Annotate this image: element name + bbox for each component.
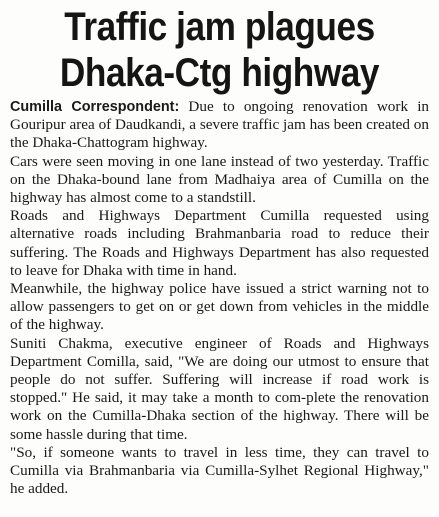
paragraph-4: Suniti Chakma, executive engineer of Roads and Highways Department Comilla, said, "We are doing our utmost to ensure that people do not suffer. Suffering will increase if road work is stopped." He said, it may take a month to com-plete the renovation work on the Cumilla-Dhaka section of the highway. There will be some hassle during that time. (10, 334, 429, 443)
headline-line-1: Traffic jam plagues (64, 5, 375, 49)
headline (35, 4, 404, 96)
byline: Cumilla Correspondent: (10, 99, 180, 115)
paragraph-5: "So, if someone wants to travel in less time, they can travel to Cumilla via Brahmanbaria via Cumilla-Sylhet Regional Highway," he added. (10, 443, 429, 498)
headline-line-2: Dhaka-Ctg highway (59, 51, 380, 95)
paragraph-2: Roads and Highways Department Cumilla requested using alternative roads including Brahmanbaria road to reduce their suffering. The Roads and Highways Department has also requested to leave for Dhaka with time in hand. (10, 207, 429, 279)
paragraph-3: Meanwhile, the highway police have issued a strict warning not to allow passengers to get on or get down from vehicles in the middle of the highway. (10, 280, 429, 334)
lead-text: Due to ongoing renovation work in Gouripur area of Daudkandi, a severe traffic jam has been created on the Dhaka-Chattogram highway. (10, 98, 430, 152)
article-body (10, 98, 429, 498)
lead-paragraph (10, 98, 429, 153)
paragraph-1: Cars were seen moving in one lane instead of two yesterday. Traffic on the Dhaka-bound lane from Madhaiya area of Cumilla on the highway has almost come to a standstill. (10, 152, 429, 207)
